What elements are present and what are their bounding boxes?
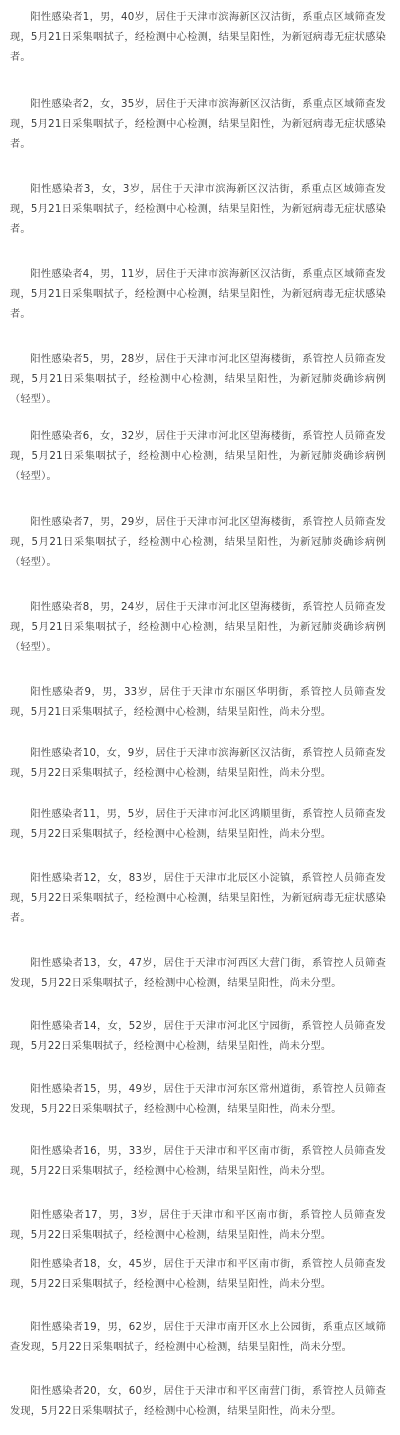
case-paragraph-3: 阳性感染者3，女，3岁，居住于天津市滨海新区汉沽街，系重点区域筛查发现，5月21日采集咽拭子，经检测中心检测，结果呈阳性，为新冠病毒无症状感染者。 — [10, 184, 386, 235]
case-paragraph-2: 阳性感染者2，女，35岁，居住于天津市滨海新区汉沽街，系重点区域筛查发现，5月21日采集咽拭子，经检测中心检测，结果呈阳性，为新冠病毒无症状感染者。 — [10, 99, 386, 150]
case-paragraph-17: 阳性感染者17，男，3岁，居住于天津市和平区南市街，系管控人员筛查发现，5月22日采集咽拭子，经检测中心检测，结果呈阳性，尚未分型。 — [10, 1210, 386, 1241]
case-paragraph-19: 阳性感染者19，男，62岁，居住于天津市南开区水上公园街，系重点区域筛查发现，5月22日采集咽拭子，经检测中心检测，结果呈阳性，尚未分型。 — [10, 1322, 386, 1353]
case-paragraph-15: 阳性感染者15，男，49岁，居住于天津市河东区常州道街，系管控人员筛查发现，5月22日采集咽拭子，经检测中心检测，结果呈阳性，尚未分型。 — [10, 1084, 386, 1115]
case-paragraph-9: 阳性感染者9，男，33岁，居住于天津市东丽区华明街，系管控人员筛查发现，5月21日采集咽拭子，经检测中心检测，结果呈阳性，尚未分型。 — [10, 687, 386, 718]
case-paragraph-14: 阳性感染者14，女，52岁，居住于天津市河北区宁园街，系管控人员筛查发现，5月22日采集咽拭子，经检测中心检测，结果呈阳性，尚未分型。 — [10, 1021, 386, 1052]
case-paragraph-4: 阳性感染者4，男，11岁，居住于天津市滨海新区汉沽街，系重点区域筛查发现，5月21日采集咽拭子，经检测中心检测，结果呈阳性，为新冠病毒无症状感染者。 — [10, 269, 386, 320]
case-paragraph-13: 阳性感染者13，女，47岁，居住于天津市河西区大营门街，系管控人员筛查发现，5月22日采集咽拭子，经检测中心检测，结果呈阳性，尚未分型。 — [10, 958, 386, 989]
case-paragraph-6: 阳性感染者6，女，32岁，居住于天津市河北区望海楼街，系管控人员筛查发现，5月21日采集咽拭子，经检测中心检测，结果呈阳性，为新冠肺炎确诊病例（轻型）。 — [10, 431, 386, 482]
case-paragraph-1: 阳性感染者1，男，40岁，居住于天津市滨海新区汉沽街，系重点区域筛查发现，5月21日采集咽拭子，经检测中心检测，结果呈阳性，为新冠病毒无症状感染者。 — [10, 12, 386, 63]
case-paragraph-11: 阳性感染者11，男，5岁，居住于天津市河北区鸿顺里街，系管控人员筛查发现，5月22日采集咽拭子，经检测中心检测，结果呈阳性，尚未分型。 — [10, 809, 386, 840]
case-paragraph-20: 阳性感染者20，女，60岁，居住于天津市和平区南营门街，系管控人员筛查发现，5月22日采集咽拭子，经检测中心检测，结果呈阳性，尚未分型。 — [10, 1386, 386, 1417]
case-paragraph-10: 阳性感染者10，女，9岁，居住于天津市滨海新区汉沽街，系管控人员筛查发现，5月22日采集咽拭子，经检测中心检测，结果呈阳性，尚未分型。 — [10, 748, 386, 779]
case-paragraph-18: 阳性感染者18，女，45岁，居住于天津市和平区南市街，系管控人员筛查发现，5月22日采集咽拭子，经检测中心检测，结果呈阳性，尚未分型。 — [10, 1259, 386, 1290]
case-paragraph-7: 阳性感染者7，男，29岁，居住于天津市河北区望海楼街，系管控人员筛查发现，5月21日采集咽拭子，经检测中心检测，结果呈阳性，为新冠肺炎确诊病例（轻型）。 — [10, 517, 386, 568]
case-paragraph-8: 阳性感染者8，男，24岁，居住于天津市河北区望海楼街，系管控人员筛查发现，5月21日采集咽拭子，经检测中心检测，结果呈阳性，为新冠肺炎确诊病例（轻型）。 — [10, 602, 386, 653]
case-paragraph-16: 阳性感染者16，男，33岁，居住于天津市和平区南市街，系管控人员筛查发现，5月22日采集咽拭子，经检测中心检测，结果呈阳性，尚未分型。 — [10, 1146, 386, 1177]
case-paragraph-5: 阳性感染者5，男，28岁，居住于天津市河北区望海楼街，系管控人员筛查发现，5月21日采集咽拭子，经检测中心检测，结果呈阳性，为新冠肺炎确诊病例（轻型）。 — [10, 354, 386, 405]
case-paragraph-12: 阳性感染者12，女，83岁，居住于天津市北辰区小淀镇，系管控人员筛查发现，5月22日采集咽拭子，经检测中心检测，结果呈阳性，为新冠病毒无症状感染者。 — [10, 873, 386, 924]
